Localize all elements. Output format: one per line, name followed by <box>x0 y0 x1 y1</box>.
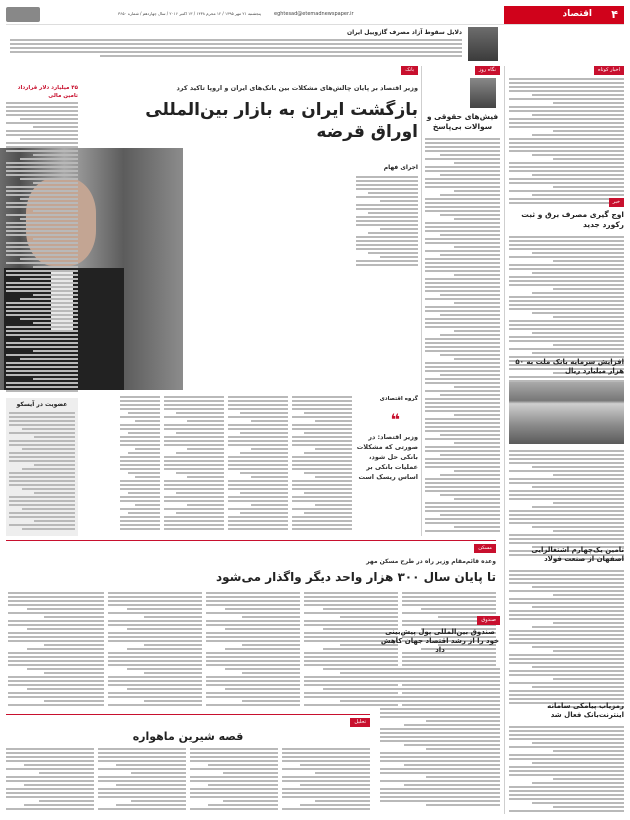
conference-photo <box>509 382 624 444</box>
story4-title: رمزیاب پیامکی سامانه اینترنت‌بانک فعال شد <box>547 702 624 719</box>
email-address: eghtesad@etemadnewspaper.ir <box>274 11 354 17</box>
fund-text <box>380 668 500 808</box>
pull-quote: وزیر اقتصاد: در صورتی که مشکلات بانکی حل شود، عملیات بانکی بر اساس ریسک است <box>356 433 418 481</box>
minister-thumbnail <box>468 27 498 61</box>
housing-text-3 <box>206 592 300 710</box>
news2-label: خبر <box>609 198 624 207</box>
column-divider <box>421 66 422 536</box>
fund-label: صندوق <box>477 616 500 625</box>
left-subtitle: ۴۵ میلیارد دلار قرارداد تامین مالی <box>17 85 78 99</box>
news-text <box>509 78 624 206</box>
satellite-story <box>6 718 370 814</box>
main-text-col4 <box>120 396 160 532</box>
main-story <box>116 66 418 536</box>
left-text <box>6 102 78 394</box>
main-headline-2: اوراق قرضه <box>316 122 418 142</box>
right-column <box>509 66 624 814</box>
section-name: اقتصاد <box>562 9 592 19</box>
satellite-text-1 <box>282 748 370 812</box>
housing-headline: تا پایان سال ۳۰۰ هزار واحد دیگر واگذار می‌شود <box>215 570 496 584</box>
housing-label: مسکن <box>474 544 496 553</box>
main-headline-1: بازگشت ایران به بازار بین‌المللی <box>145 100 418 120</box>
main-label: بانک <box>401 66 418 75</box>
top-story-title: دلایل سقوط آزاد مصرف گازوییل ایران <box>347 29 462 36</box>
main-text-col1 <box>292 396 352 532</box>
opinion-title: فیش‌های حقوقی و سوالات بی‌پاسخ <box>426 112 499 131</box>
sidebar-title: اجرای فهام <box>383 164 418 171</box>
fund-title: صندوق بین‌المللی پول پیش‌بینی خود را از رشد اقتصاد جهان کاهش داد <box>380 628 500 654</box>
satellite-text-4 <box>6 748 94 812</box>
story1-title: اوج گیری مصرف برق و ثبت رکورد جدید <box>521 210 624 229</box>
column-divider <box>504 66 505 814</box>
satellite-text-2 <box>190 748 278 812</box>
story1-text <box>509 236 624 406</box>
story4-text <box>509 726 624 814</box>
dateline: پنجشنبه ۲۱ مهر ۱۳۹۵ / ۱۲ محرم ۱۴۳۸ / ۱۳ اکتبر ۲۰۱۶ / سال چهاردهم / شماره ۳۶۵۰ <box>118 11 261 16</box>
page-number: ۴ <box>611 8 618 21</box>
section-tab <box>504 6 624 24</box>
satellite-headline: قصه شیرین ماهواره <box>132 730 244 743</box>
top-story <box>6 27 498 63</box>
main-text-col2 <box>228 396 288 532</box>
satellite-text-3 <box>98 748 186 812</box>
opinion-label: نگاه روز <box>475 66 500 75</box>
fund-story <box>380 616 500 812</box>
main-text-col3 <box>164 396 224 532</box>
housing-text-5 <box>8 592 104 710</box>
story3-text <box>509 570 624 710</box>
housing-text-4 <box>108 592 202 710</box>
section-rule <box>6 540 496 541</box>
side-box-text <box>9 412 75 532</box>
opinion-text <box>425 138 500 534</box>
story3-title: تامین یک‌چهارم اشتغالزایی اصفهان از صنعت فولاد <box>531 546 624 563</box>
opinion-column <box>425 66 500 536</box>
masthead <box>6 6 624 25</box>
side-box-title: عضویت در آیسکو <box>16 401 68 408</box>
left-column <box>6 66 78 396</box>
top-story-text <box>10 39 462 61</box>
author-photo <box>470 78 496 108</box>
main-kicker: وزیر اقتصاد بر پایان چالش‌های مشکلات بین بانک‌های ایران و اروپا تاکید کرد <box>176 84 418 92</box>
side-box <box>6 398 78 536</box>
satellite-label: تحلیل <box>350 718 370 727</box>
sidebar-text <box>356 176 418 268</box>
news-label: اخبار کوتاه <box>594 66 624 75</box>
byline: گروه اقتصادی <box>379 396 418 402</box>
housing-kicker: وعده قائم‌مقام وزیر راه در طرح مسکن مهر <box>366 558 496 565</box>
quote-marks-icon: ❝ <box>390 410 400 429</box>
newspaper-logo <box>6 7 40 22</box>
section-rule <box>6 714 370 715</box>
story2-title: افزایش سرمایه بانک ملت به ۵۰ هزار میلیارد ریال <box>515 358 624 375</box>
